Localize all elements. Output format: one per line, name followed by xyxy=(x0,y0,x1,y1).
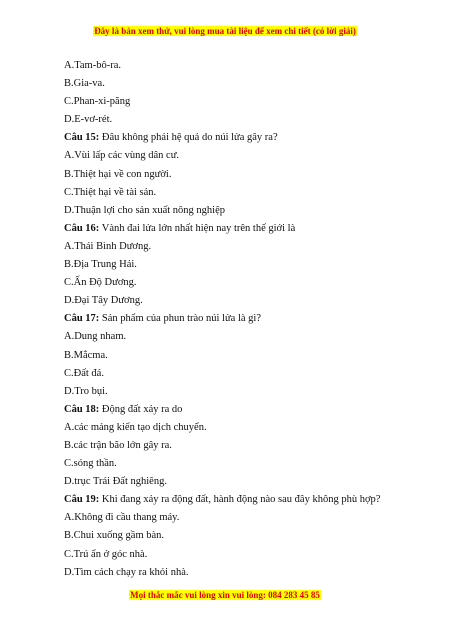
option-text: D.Đại Tây Dương. xyxy=(64,295,143,307)
answer-option xyxy=(64,546,424,564)
answer-option xyxy=(64,455,424,473)
option-text: D.Tìm cách chạy ra khỏi nhà. xyxy=(64,566,189,578)
option-text: C.Phan-xi-păng xyxy=(64,96,131,108)
option-text: D.Tro bụi. xyxy=(64,385,108,397)
option-text: D.Thuận lợi cho sản xuất nông nghiệp xyxy=(64,204,225,216)
question-text: Sản phẩm của phun trào núi lửa là gì? xyxy=(99,313,261,325)
answer-option xyxy=(64,509,424,527)
question-number: Câu 19: xyxy=(64,494,100,506)
document-body xyxy=(64,57,424,582)
answer-option xyxy=(64,347,424,365)
question-number: Câu 16: xyxy=(64,222,100,234)
answer-option xyxy=(64,527,424,545)
question-text: Vành đai lửa lớn nhất hiện nay trên thế giới là xyxy=(99,222,296,234)
option-text: B.Chui xuống gầm bàn. xyxy=(64,530,165,542)
answer-option xyxy=(64,365,424,383)
question-line xyxy=(64,401,424,419)
question-text: Đâu không phải hệ quả do núi lửa gây ra? xyxy=(99,132,278,144)
answer-option xyxy=(64,328,424,346)
option-text: D.trục Trái Đất nghiêng. xyxy=(64,476,167,488)
answer-option xyxy=(64,202,424,220)
header-banner xyxy=(0,25,450,37)
option-text: D.E-vơ-rét. xyxy=(64,114,113,126)
answer-option xyxy=(64,238,424,256)
answer-option xyxy=(64,419,424,437)
answer-option xyxy=(64,274,424,292)
question-number: Câu 18: xyxy=(64,403,100,415)
footer-banner xyxy=(0,589,450,601)
option-text: A.Thái Bình Dương. xyxy=(64,240,152,252)
option-text: A.Tam-bô-ra. xyxy=(64,60,121,71)
question-line xyxy=(64,310,424,328)
question-line xyxy=(64,491,424,509)
answer-option xyxy=(64,292,424,310)
question-number: Câu 17: xyxy=(64,313,100,325)
answer-option xyxy=(64,256,424,274)
option-text: A.Dung nham. xyxy=(64,331,127,343)
answer-option xyxy=(64,75,424,93)
question-text: Khi đang xảy ra động đất, hành động nào sau đây không phù hợp? xyxy=(99,494,381,506)
answer-option xyxy=(64,437,424,455)
option-text: C.Thiệt hại về tài sản. xyxy=(64,186,157,198)
footer-banner-text: Mọi thắc mắc vui lòng xin vui lòng: 084 283 45 85 xyxy=(130,590,320,600)
option-text: C.Trú ẩn ở góc nhà. xyxy=(64,548,148,560)
option-text: A.các mảng kiến tạo dịch chuyển. xyxy=(64,421,207,433)
answer-option xyxy=(64,93,424,111)
option-text: B.Mắcma. xyxy=(64,349,108,361)
answer-option xyxy=(64,57,424,75)
option-text: C.Ấn Độ Dương. xyxy=(64,277,137,289)
question-line xyxy=(64,220,424,238)
answer-option xyxy=(64,383,424,401)
question-line xyxy=(64,129,424,147)
answer-option xyxy=(64,473,424,491)
option-text: B.các trận bão lớn gây ra. xyxy=(64,439,172,451)
option-text: A.Không đi cầu thang máy. xyxy=(64,512,180,524)
option-text: B.Thiệt hại về con người. xyxy=(64,168,172,180)
header-banner-text: Đây là bản xem thử, vui lòng mua tài liệu để xem chi tiết (có lời giải) xyxy=(94,26,356,36)
option-text: B.Địa Trung Hải. xyxy=(64,259,137,271)
answer-option xyxy=(64,184,424,202)
answer-option xyxy=(64,111,424,129)
option-text: B.Gia-va. xyxy=(64,78,105,90)
answer-option xyxy=(64,564,424,582)
question-number: Câu 15: xyxy=(64,132,100,144)
option-text: C.Đất đá. xyxy=(64,367,104,379)
option-text: C.sóng thần. xyxy=(64,458,117,470)
answer-option xyxy=(64,147,424,165)
question-text: Động đất xảy ra do xyxy=(99,403,183,415)
option-text: A.Vùi lấp các vùng dân cư. xyxy=(64,150,180,162)
answer-option xyxy=(64,166,424,184)
